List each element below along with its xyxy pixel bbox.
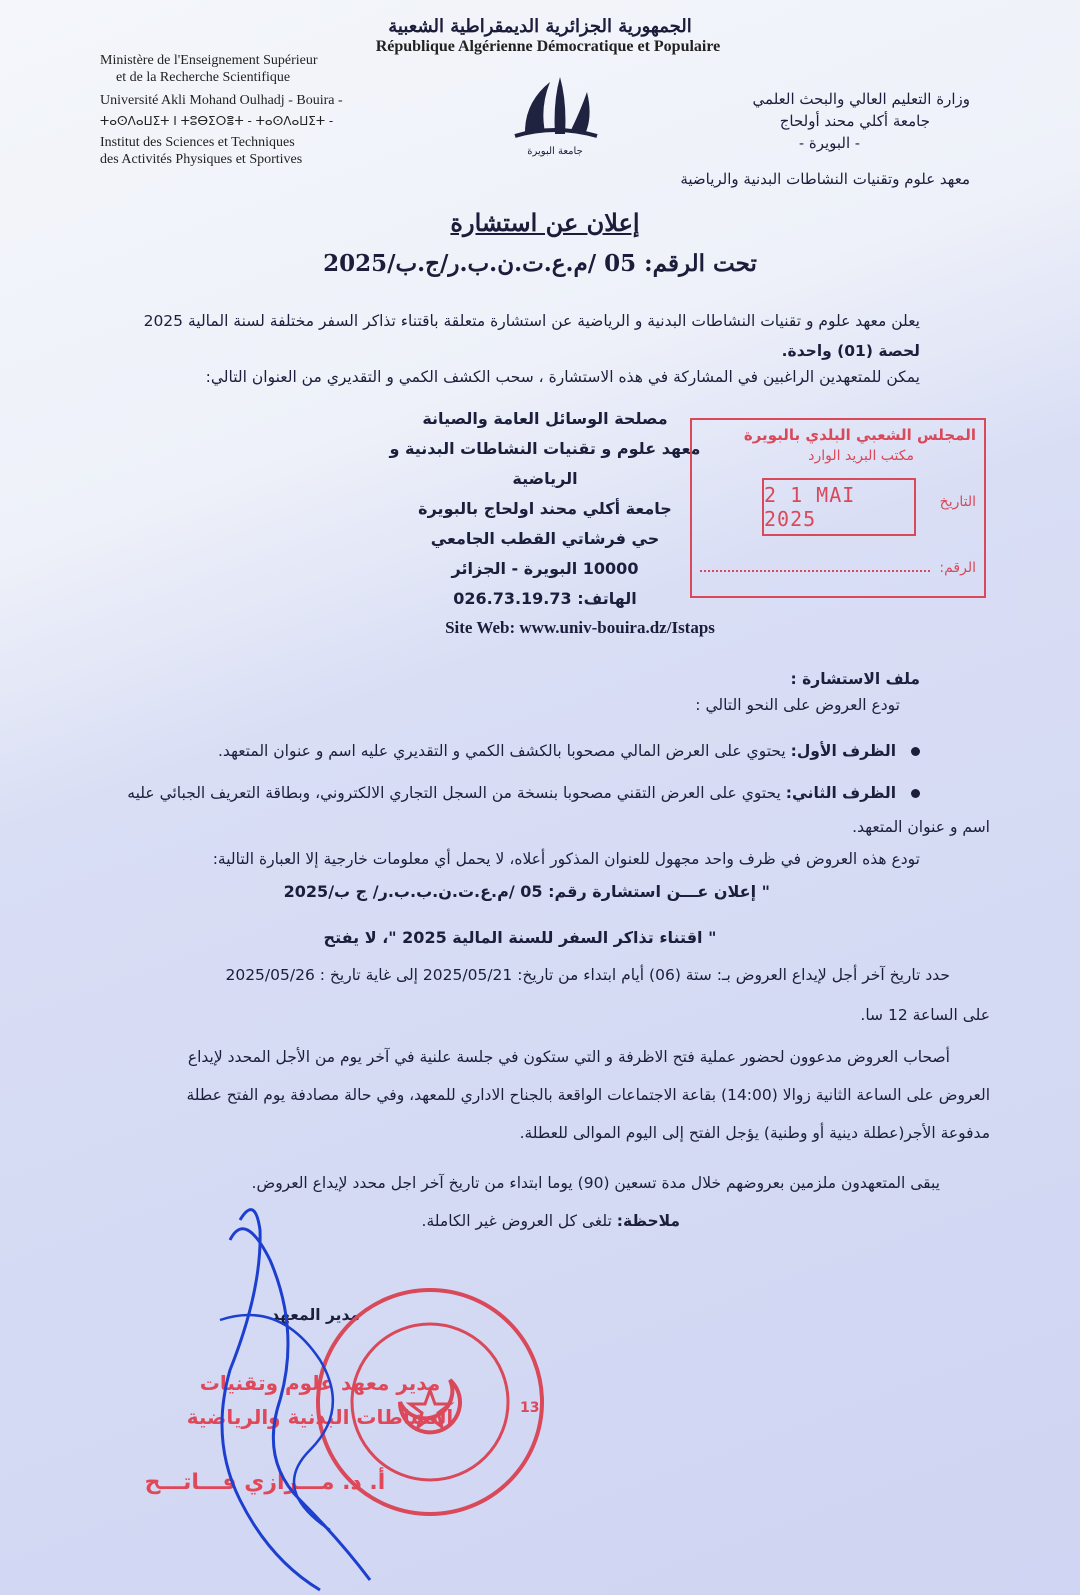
quote-line-2: " اقتناء تذاكر السفر للسنة المالية 2025 "، لا يفتح bbox=[323, 928, 717, 947]
institute-fr-line1: Institut des Sciences et Techniques bbox=[100, 135, 295, 150]
deadline-text: حدد تاريخ آخر أجل لإيداع العروض بـ: ستة (06) أيام ابتداء من تاريخ: 2025/05/21 إلى غاية تاريخ : 2025/05/26 bbox=[225, 966, 950, 984]
address-line3: جامعة أكلي محند اولحاج بالبويرة bbox=[418, 499, 672, 518]
envelope-1-text: يحتوي على العرض المالي مصحوبا بالكشف الكمي و التقديري عليه اسم و عنوان المتعهد. bbox=[218, 742, 786, 760]
reference-value: 05 /م.ع.ت.ن.ب.ر/ج.ب/2025 bbox=[323, 250, 637, 277]
address-line5: 10000 البويرة - الجزائر bbox=[451, 559, 639, 578]
university-fr: Université Akli Mohand Oulhadj - Bouira - bbox=[100, 93, 343, 108]
republic-ar: الجمهورية الجزائرية الديمقراطية الشعبية bbox=[388, 16, 692, 37]
signature-line2: النشاطات البدنية والرياضية bbox=[186, 1405, 454, 1429]
outer-envelope-text: تودع هذه العروض في ظرف واحد مجهول للعنوان المذكور أعلاه، لا يحمل أي معلومات خارجية إلا العبارة التالية: bbox=[212, 850, 920, 868]
stamp-date-label: التاريخ bbox=[939, 494, 976, 510]
address-line2: معهد علوم و تقنيات النشاطات البدنية و الرياضية bbox=[389, 439, 701, 488]
university-logo bbox=[505, 72, 605, 160]
reference-line bbox=[300, 250, 780, 277]
validity-text: يبقى المتعهدون ملزمين بعروضهم خلال مدة تسعين (90) يوما ابتداء من تاريخ آخر اجل محدد لإيداع العروض. bbox=[251, 1174, 940, 1192]
stamp-number-label: الرقم: bbox=[939, 560, 976, 576]
ministry-fr-line2: et de la Recherche Scientifique bbox=[116, 70, 291, 85]
university-ar: جامعة أكلي محند أولحاج bbox=[779, 112, 930, 130]
deposit-intro: تودع العروض على النحو التالي : bbox=[695, 696, 900, 714]
website: Site Web: www.univ-bouira.dz/Istaps bbox=[445, 618, 715, 637]
stamp-number-line bbox=[700, 570, 930, 572]
intro-text-2: لحصة (01) واحدة. bbox=[781, 342, 920, 360]
opening-text-2: العروض على الساعة الثانية زوالا (14:00) بقاعة الاجتماعات الواقعة بالجناح الاداري للمعهد، وفي حالة مصادفة يوم الفتح عطلة bbox=[186, 1086, 990, 1104]
reference-label: تحت الرقم: bbox=[644, 250, 757, 277]
file-heading: ملف الاستشارة : bbox=[790, 670, 920, 688]
note bbox=[380, 1210, 680, 1233]
director-label: مدير المعهد bbox=[271, 1306, 360, 1324]
quote-line-1: " إعلان عـــن استشارة رقم: 05 /م.ع.ت.ن.ب.ب.ر/ ج ب/2025 bbox=[283, 882, 770, 901]
received-stamp bbox=[690, 418, 986, 598]
institute-fr-line2: des Activités Physiques et Sportives bbox=[100, 152, 303, 167]
envelope-2-text-2: اسم و عنوان المتعهد. bbox=[852, 818, 990, 836]
deadline-text-2: على الساعة 12 سا. bbox=[860, 1006, 990, 1024]
stamp-date: 2 1 MAI 2025 bbox=[762, 478, 916, 536]
republic-fr: République Algérienne Démocratique et Populaire bbox=[375, 38, 721, 55]
note-text: تلغى كل العروض غير الكاملة. bbox=[421, 1212, 612, 1230]
phone-label: الهاتف: bbox=[577, 589, 637, 608]
institute-ar: معهد علوم وتقنيات النشاطات البدنية والرياضية bbox=[680, 170, 970, 188]
opening-text-3: مدفوعة الأجر(عطلة دينية أو وطنية) يؤجل الفتح إلى اليوم الموالى للعطلة. bbox=[519, 1124, 990, 1142]
logo-caption: جامعة البويرة bbox=[527, 146, 583, 157]
university-logo-icon bbox=[505, 72, 605, 142]
phone-number: 026.73.19.73 bbox=[453, 589, 572, 608]
opening-text-1: أصحاب العروض مدعوون لحضور عملية فتح الاظرفة و التي ستكون في جلسة علنية في آخر يوم من الأجل المحدد لإيداع bbox=[187, 1048, 950, 1066]
signature-line1: مدير معهد علوم وتقنيات bbox=[199, 1371, 441, 1395]
note-label: ملاحظة: bbox=[616, 1212, 680, 1230]
city-ar: - البويرة - bbox=[799, 134, 860, 152]
header-left-fr bbox=[100, 52, 343, 168]
address-line1: مصلحة الوسائل العامة والصيانة bbox=[422, 409, 668, 428]
ministry-fr-line1: Ministère de l'Enseignement Supérieur bbox=[100, 53, 318, 68]
envelope-1 bbox=[200, 740, 920, 763]
university-tifinagh: ⵜⴰⵙⴷⴰⵡⵉⵜ ⵏ ⵜⵓⴱⵉⵔⴻⵜ - ⵜⴰⵙⴷⴰⵡⵉⵜ - bbox=[100, 114, 334, 128]
signatory-name: أ. د. مـــرازي فـــاتـــح bbox=[144, 1470, 386, 1495]
page-title: إعلان عن استشارة bbox=[450, 208, 640, 237]
envelope-2-text: يحتوي على العرض التقني مصحوبا بنسخة من السجل التجاري الالكتروني، وبطاقة التعريف الجبائي عليه bbox=[127, 784, 781, 802]
ministry-ar: وزارة التعليم العالي والبحث العلمي bbox=[752, 90, 970, 108]
invite-text: يمكن للمتعهدين الراغبين في المشاركة في هذه الاستشارة ، سحب الكشف الكمي و التقديري من العنوان التالي: bbox=[205, 368, 920, 386]
handwritten-signature-icon bbox=[200, 1200, 400, 1595]
seal-number: 13 bbox=[520, 1400, 540, 1416]
address-block bbox=[380, 404, 710, 614]
stamp-line1: المجلس الشعبي البلدي بالبويرة bbox=[743, 426, 976, 444]
address-line4: حي فرشاتي القطب الجامعي bbox=[430, 529, 660, 548]
envelope-1-label: الظرف الأول: bbox=[790, 742, 897, 760]
bullet-icon bbox=[911, 789, 920, 798]
envelope-2 bbox=[40, 782, 920, 805]
stamp-line2: مكتب البريد الوارد bbox=[808, 448, 914, 464]
phone-line bbox=[380, 584, 710, 614]
envelope-2-label: الظرف الثاني: bbox=[785, 784, 897, 802]
header-right-ar bbox=[630, 88, 970, 154]
bullet-icon bbox=[911, 747, 920, 756]
intro-text: يعلن معهد علوم و تقنيات النشاطات البدنية و الرياضية عن استشارة متعلقة باقتناء تذاكر السفر مختلفة لسنة المالية 2025 bbox=[143, 312, 920, 330]
